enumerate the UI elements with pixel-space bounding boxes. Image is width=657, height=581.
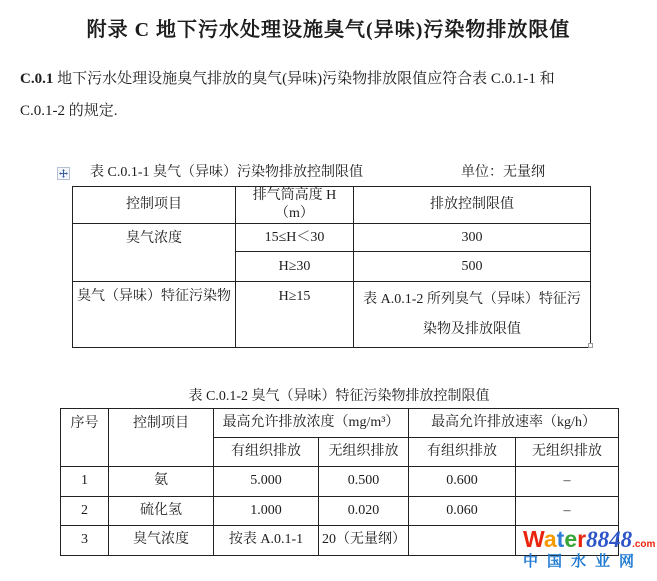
t2-cell-no: 1	[61, 467, 109, 497]
appendix-title: 附录 C 地下污水处理设施臭气(异味)污染物排放限值	[86, 19, 571, 41]
t2-cell-item: 硫化氢	[109, 497, 214, 526]
table-row	[61, 467, 619, 497]
t2-subheader-unorganized-rate: 无组织排放	[516, 438, 619, 467]
t1-cell-height-range-2: H≥30	[236, 252, 354, 282]
water8848-number: 8848	[586, 527, 633, 552]
t1-header-control-item: 控制项目	[73, 187, 236, 224]
table-row	[73, 282, 591, 348]
t1-cell-characteristic-pollutants: 臭气（异味）特征污染物	[73, 282, 236, 348]
t2-header-control-item: 控制项目	[109, 409, 214, 467]
table-row	[61, 409, 619, 438]
t2-cell-rate-unorganized: –	[516, 467, 619, 497]
clause-line-2: C.0.1-2 的规定.	[20, 103, 118, 119]
t2-cell-no: 2	[61, 497, 109, 526]
table-move-handle-icon[interactable]	[57, 167, 70, 180]
t1-header-emission-limit: 排放控制限值	[354, 187, 591, 224]
four-way-arrow-icon	[59, 169, 68, 178]
t2-cell-rate-organized: 0.060	[409, 497, 516, 526]
t1-header-stack-height: 排气筒高度 H（m）	[236, 187, 354, 224]
clause-c01-paragraph	[20, 63, 650, 127]
t1-cell-height-range-1: 15≤H＜30	[236, 224, 354, 252]
t2-cell-conc-unorganized: 20（无量纲）	[319, 526, 409, 556]
t1-cell-odor-concentration: 臭气浓度	[73, 224, 236, 282]
t2-cell-item: 氨	[109, 467, 214, 497]
t2-cell-rate-organized	[409, 526, 516, 556]
clause-number: C.0.1	[20, 71, 54, 87]
table-c011-caption: 表 C.0.1-1 臭气（异味）污染物排放控制限值	[90, 165, 363, 180]
table-c012-caption: 表 C.0.1-2 臭气（异味）特征污染物排放控制限值	[188, 389, 490, 404]
t2-header-index: 序号	[61, 409, 109, 467]
t2-cell-conc-organized: 按表 A.0.1-1	[214, 526, 319, 556]
clause-line-1-text: 地下污水处理设施臭气排放的臭气(异味)污染物排放限值应符合表 C.0.1-1 和	[53, 71, 555, 87]
t2-cell-conc-organized: 1.000	[214, 497, 319, 526]
t1-cell-limit-2: 500	[354, 252, 591, 282]
t2-cell-conc-organized: 5.000	[214, 467, 319, 497]
water8848-brand-letters: Water	[523, 526, 587, 552]
table-c011-caption-row	[72, 161, 590, 179]
table-row	[73, 224, 591, 252]
t2-cell-conc-unorganized: 0.020	[319, 497, 409, 526]
t1-cell-limit-1: 300	[354, 224, 591, 252]
t2-subheader-organized-rate: 有组织排放	[409, 438, 516, 467]
clause-line-1	[20, 63, 650, 95]
t2-subheader-unorganized-conc: 无组织排放	[319, 438, 409, 467]
t2-cell-item: 臭气浓度	[109, 526, 214, 556]
t1-cell-limit-3: 表 A.0.1-2 所列臭气（异味）特征污染物及排放限值	[354, 282, 591, 348]
t2-cell-rate-unorganized: –	[516, 497, 619, 526]
t2-subheader-organized-conc: 有组织排放	[214, 438, 319, 467]
table-c011	[72, 186, 591, 348]
t1-cell-height-range-3: H≥15	[236, 282, 354, 348]
table-row	[73, 187, 591, 224]
t2-header-max-concentration: 最高允许排放浓度（mg/m³）	[214, 409, 409, 438]
t2-header-max-rate: 最高允许排放速率（kg/h）	[409, 409, 619, 438]
watermark-subtitle: 中国水业网	[523, 553, 644, 570]
table-row	[61, 497, 619, 526]
water8848-watermark	[523, 528, 655, 569]
water8848-tld: .com	[632, 539, 656, 550]
water8848-logo	[523, 528, 655, 551]
t2-cell-rate-organized: 0.600	[409, 467, 516, 497]
table-resize-handle-icon[interactable]	[588, 343, 593, 348]
t2-cell-conc-unorganized: 0.500	[319, 467, 409, 497]
unit-label: 单位：无量纲	[461, 165, 545, 180]
t2-cell-no: 3	[61, 526, 109, 556]
